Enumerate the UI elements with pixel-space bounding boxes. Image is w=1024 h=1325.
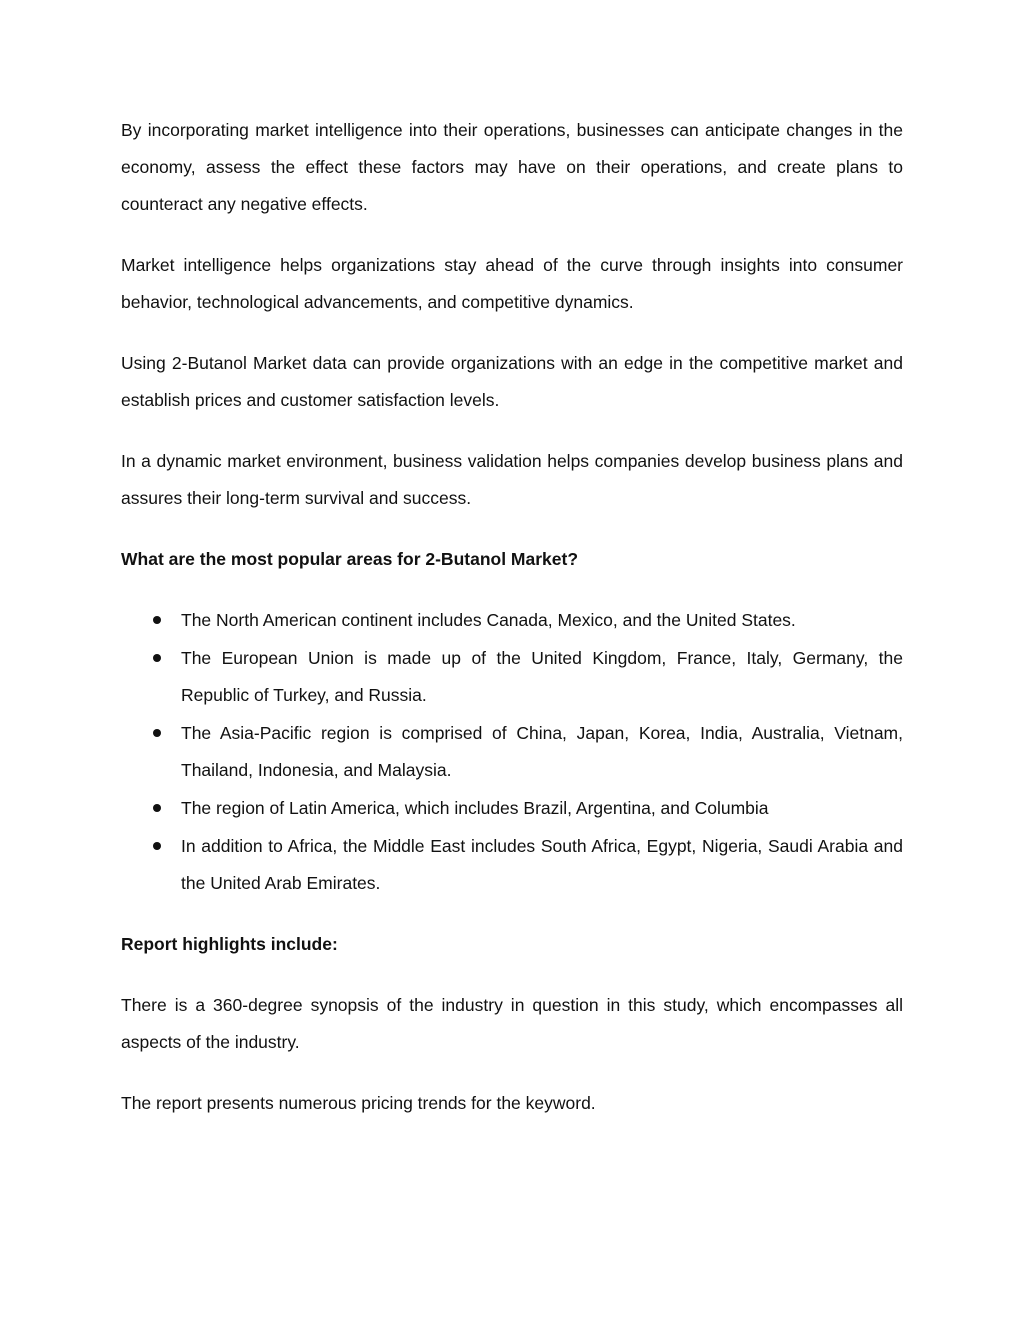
- paragraph-business-validation: In a dynamic market environment, business validation helps companies develop business plans and assures their long-term survival and success.: [121, 451, 903, 508]
- list-item-text: The region of Latin America, which includes Brazil, Argentina, and Columbia: [181, 798, 769, 818]
- bullet-icon: [153, 616, 161, 624]
- bullet-icon: [153, 654, 161, 662]
- highlights-heading: Report highlights include:: [121, 934, 338, 954]
- bullet-icon: [153, 804, 161, 812]
- list-item-text: The European Union is made up of the United Kingdom, France, Italy, Germany, the Republic of Turkey, and Russia.: [181, 648, 903, 705]
- list-item-text: The Asia-Pacific region is comprised of China, Japan, Korea, India, Australia, Vietnam, Thailand, Indonesia, and Malaysia.: [181, 723, 903, 780]
- list-item-text: In addition to Africa, the Middle East includes South Africa, Egypt, Nigeria, Saudi Arabia and the United Arab Emirates.: [181, 836, 903, 893]
- regions-list: [121, 602, 903, 902]
- list-item: [121, 828, 903, 902]
- paragraph-market-intelligence-operations: By incorporating market intelligence into their operations, businesses can anticipate changes in the economy, assess the effect these factors may have on their operations, and create plans to counteract any negative effects.: [121, 120, 903, 214]
- paragraph-pricing-trends: The report presents numerous pricing trends for the keyword.: [121, 1093, 596, 1113]
- paragraph-stay-ahead: Market intelligence helps organizations stay ahead of the curve through insights into consumer behavior, technological advancements, and competitive dynamics.: [121, 255, 903, 312]
- list-item: [121, 715, 903, 789]
- list-item: [121, 790, 903, 827]
- bullet-icon: [153, 842, 161, 850]
- list-item: [121, 640, 903, 714]
- regions-heading: What are the most popular areas for 2-Butanol Market?: [121, 549, 579, 569]
- document-body: [121, 112, 903, 1146]
- list-item-text: The North American continent includes Canada, Mexico, and the United States.: [181, 610, 796, 630]
- list-item: [121, 602, 903, 639]
- paragraph-market-data-edge: Using 2-Butanol Market data can provide organizations with an edge in the competitive market and establish prices and customer satisfaction levels.: [121, 353, 903, 410]
- paragraph-360-synopsis: There is a 360-degree synopsis of the industry in question in this study, which encompasses all aspects of the industry.: [121, 995, 903, 1052]
- bullet-icon: [153, 729, 161, 737]
